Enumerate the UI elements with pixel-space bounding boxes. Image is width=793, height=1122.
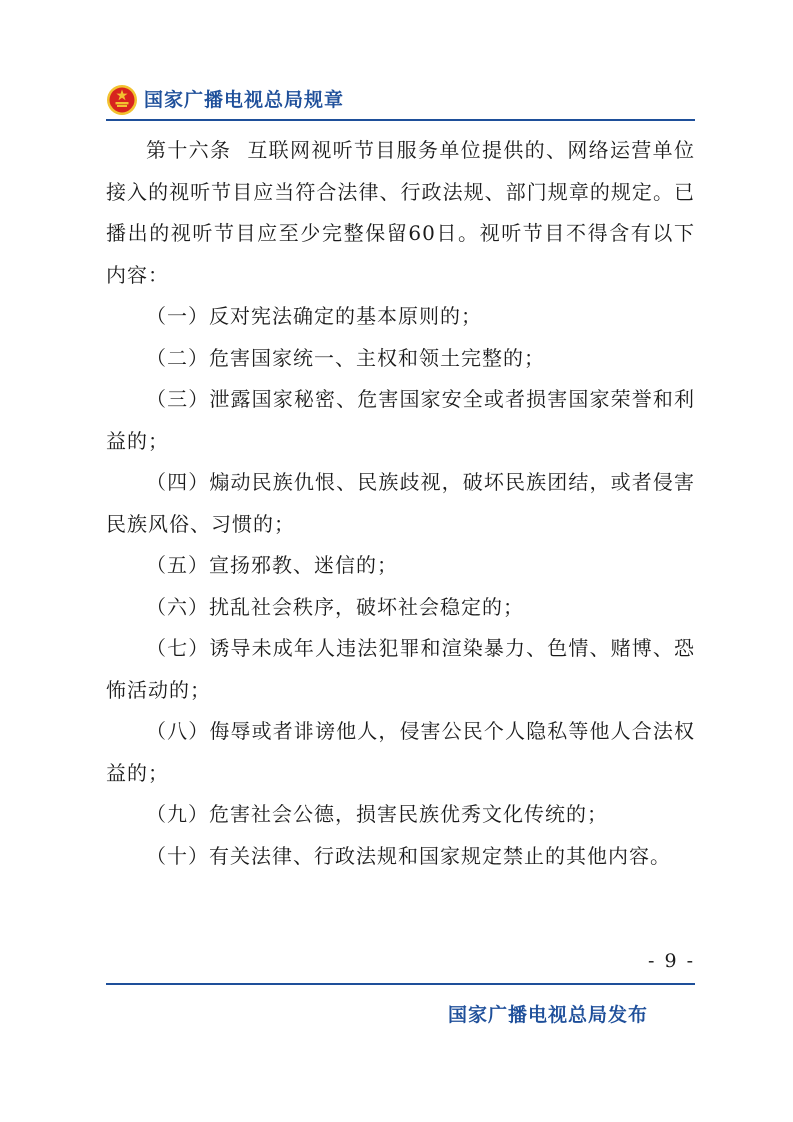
article-number: 第十六条 [146,138,232,162]
article-body [106,130,695,877]
list-item: （七）诱导未成年人违法犯罪和渲染暴力、色情、赌博、恐怖活动的； [106,636,695,702]
national-emblem-icon [106,84,138,116]
header-divider [106,119,695,121]
list-item: （十）有关法律、行政法规和国家规定禁止的其他内容。 [146,843,671,868]
header-title: 国家广播电视总局规章 [144,88,345,111]
list-item: （二）危害国家统一、主权和领土完整的； [146,345,545,370]
document-header [106,82,344,118]
footer-divider [106,983,695,985]
page-number: - 9 - [647,950,695,972]
footer-publisher: 国家广播电视总局发布 [447,1004,648,1026]
list-item: （九）危害社会公德，损害民族优秀文化传统的； [146,802,608,826]
list-item: （八）侮辱或者诽谤他人，侵害公民个人隐私等他人合法权益的； [106,719,695,785]
list-item: （三）泄露国家秘密、危害国家安全或者损害国家荣誉和利益的； [106,387,695,453]
list-item: （一）反对宪法确定的基本原则的； [146,304,482,328]
list-item: （四）煽动民族仇恨、民族歧视，破坏民族团结，或者侵害民族风俗、习惯的； [106,470,695,536]
list-item: （六）扰乱社会秩序，破坏社会稳定的； [146,594,524,619]
list-item: （五）宣扬邪教、迷信的； [146,553,398,577]
article-intro [106,130,695,296]
article-intro-text: 互联网视听节目服务单位提供的、网络运营单位接入的视听节目应当符合法律、行政法规、部门规章的规定。已播出的视听节目应至少完整保留60日。视听节目不得含有以下内容： [106,138,696,287]
